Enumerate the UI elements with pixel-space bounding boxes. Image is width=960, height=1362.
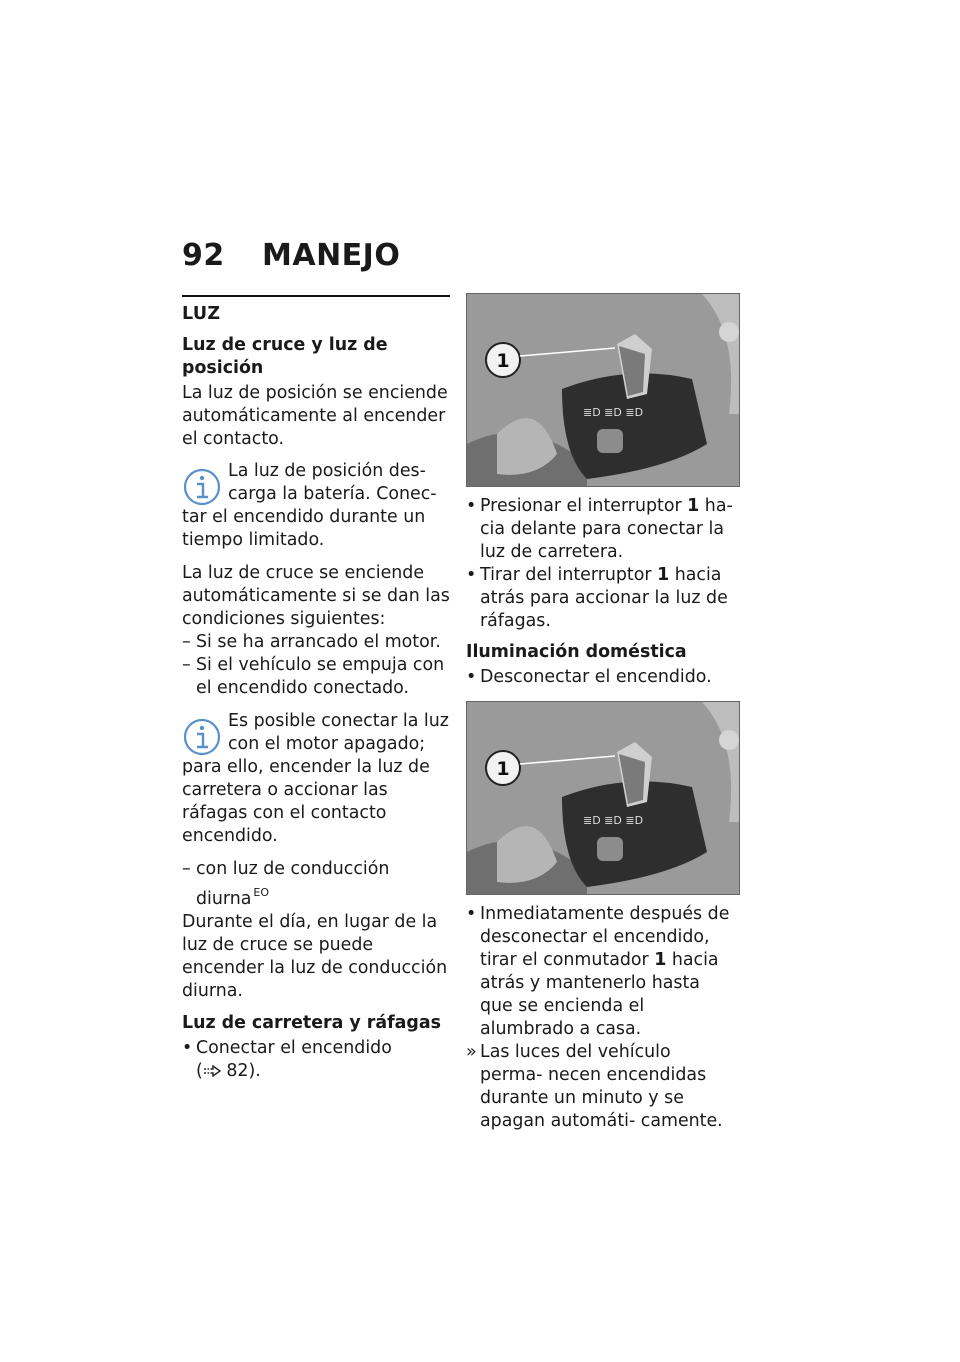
list-item: • Desconectar el encendido. [466, 667, 712, 687]
callout-label: 1 [496, 350, 510, 372]
list-item: • Conectar el encendido ( 82). [182, 1038, 392, 1081]
svg-text:≣D ≣D ≣D: ≣D ≣D ≣D [583, 814, 644, 827]
list-item: – Si se ha arrancado el motor. [182, 632, 441, 652]
note-text-rest: para ello, encender la luz de carretera o accionar las ráfagas con el contacto encendido. [182, 757, 430, 846]
info-note [182, 710, 450, 848]
list-item: • Inmediatamente después de desconectar el encendido, tirar el conmutador 1 hacia atrás y mantenerlo hasta que se encienda el alumbrado a casa. [466, 904, 730, 1039]
section-title: LUZ [182, 304, 221, 324]
chapter-title: MANEJO [262, 238, 401, 273]
subsection-title: Iluminación doméstica [466, 642, 687, 662]
paragraph: La luz de posición se enciende automáticamente al encender el contacto. [182, 383, 448, 449]
paragraph: Durante el día, en lugar de la luz de cruce se puede encender la luz de conducción diurna. [182, 912, 448, 1001]
list-item: • Presionar el interruptor 1 ha- cia delante para conectar la luz de carretera. [466, 496, 733, 562]
page-reference-icon[interactable] [203, 1065, 221, 1077]
paragraph: La luz de cruce se enciende automáticamente si se dan las condiciones siguientes: [182, 563, 450, 629]
list-item: – con luz de conducción diurna $^{EO}$ [182, 859, 390, 909]
info-note [182, 460, 450, 552]
result-item: » Las luces del vehículo perma- necen encendidas durante un minuto y se apagan automáti- camente. [466, 1042, 723, 1131]
handlebar-switch-illustration [466, 701, 740, 895]
handlebar-switch-illustration [466, 293, 740, 487]
list-item: • Tirar del interruptor 1 hacia atrás para accionar la luz de ráfagas. [466, 565, 728, 631]
info-icon [182, 467, 222, 507]
info-icon [182, 717, 222, 757]
note-text-first: La luz de posición des- carga la batería. Conec- [228, 461, 437, 504]
subsection-title: Luz de carretera y ráfagas [182, 1013, 441, 1033]
list-item: – Si el vehículo se empuja con el encendido conectado. [182, 655, 445, 698]
left-column [182, 295, 450, 1083]
equipment-marker: EO [253, 886, 270, 899]
right-column [466, 293, 738, 1133]
note-text-first: Es posible conectar la luz con el motor apagado; [228, 711, 449, 754]
note-text-rest: tar el encendido durante un tiempo limitado. [182, 507, 426, 550]
section-rule [182, 295, 450, 297]
subsection-title: Luz de cruce y luz de posición [182, 335, 388, 378]
page-number: 92 [182, 238, 225, 273]
callout-label: 1 [496, 758, 510, 780]
page-reference[interactable]: 82). [226, 1061, 261, 1081]
page-header [182, 238, 452, 273]
svg-text:≣D ≣D ≣D: ≣D ≣D ≣D [583, 406, 644, 419]
